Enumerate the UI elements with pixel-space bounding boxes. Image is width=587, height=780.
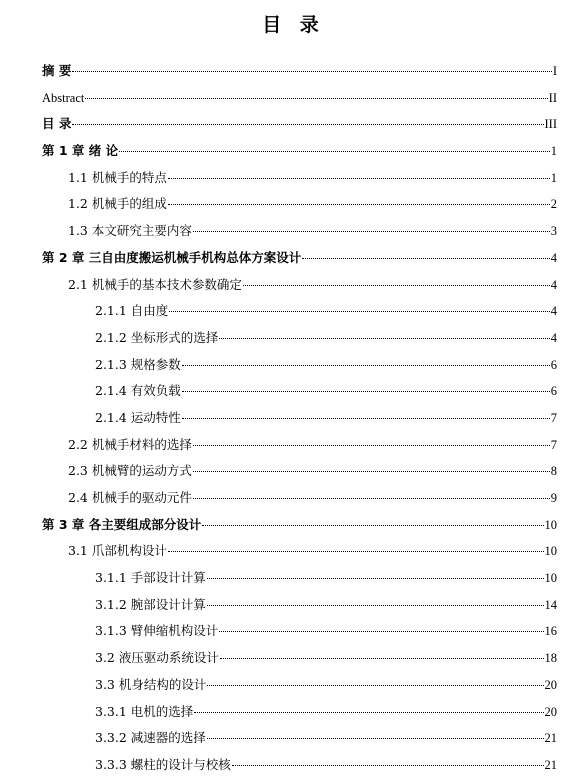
toc-entry-section-2-3[interactable] [42,459,557,486]
toc-entry-page: 2 [550,197,557,212]
toc-entry-section-3-3-1[interactable] [42,700,557,727]
toc-entry-section-2-4[interactable] [42,486,557,513]
toc-entry-section-3-3-3[interactable] [42,753,557,780]
toc-entry-section-1-3[interactable] [42,219,557,246]
toc-entry-page: 10 [544,517,557,532]
toc-entry-section-3-1-2[interactable] [42,593,557,620]
toc-entry-label: 2.2 机械手材料的选择 [68,436,192,452]
toc-entry-section-1-2[interactable] [42,192,557,219]
toc-dot-leader [232,765,544,766]
toc-entry-contents[interactable] [42,112,557,139]
toc-entry-page: 20 [544,677,557,692]
toc-entry-abstract-en[interactable] [42,86,557,113]
toc-entry-label: 3.3.2 减速器的选择 [95,730,206,746]
toc-entry-section-3-3[interactable] [42,673,557,700]
toc-entry-page: 3 [550,224,557,239]
toc-dot-leader [182,391,550,392]
toc-dot-leader [202,525,543,526]
toc-entry-section-3-3-2[interactable] [42,726,557,753]
toc-dot-leader [219,631,543,632]
toc-entry-label: 第 1 章 绪 论 [42,143,119,159]
toc-dot-leader [72,124,543,125]
toc-entry-chapter-1[interactable] [42,139,557,166]
toc-entry-label: 2.1.4 有效负载 [95,383,181,399]
toc-entry-page: 21 [544,757,557,772]
toc-entry-section-3-1-1[interactable] [42,566,557,593]
toc-entry-label: 2.1.3 规格参数 [95,356,181,372]
toc-entry-page: 7 [550,410,557,425]
toc-dot-leader [168,551,544,552]
toc-entry-page: 10 [544,544,557,559]
toc-entry-page: I [552,64,557,78]
toc-dot-leader [119,151,550,152]
toc-entry-section-2-2[interactable] [42,433,557,460]
toc-entry-label: 2.1.1 自由度 [95,303,169,319]
toc-dot-leader [193,471,550,472]
toc-entry-section-3-1[interactable] [42,539,557,566]
toc-entry-label: 2.3 机械臂的运动方式 [68,463,192,479]
toc-dot-leader [168,204,550,205]
toc-list [42,59,557,780]
toc-dot-leader [219,338,549,339]
toc-dot-leader [72,71,551,72]
toc-entry-page: 7 [550,437,557,452]
toc-entry-page: 16 [544,624,557,639]
toc-entry-label: 3.3.3 螺柱的设计与校核 [95,756,231,772]
toc-entry-label: 2.1.2 坐标形式的选择 [95,329,219,345]
toc-entry-page: 4 [550,330,557,345]
toc-entry-label: 3.1.2 腕部设计计算 [95,596,206,612]
toc-entry-page: 10 [544,571,557,586]
toc-entry-section-2-1-4-motion[interactable] [42,406,557,433]
toc-entry-page: 4 [550,250,557,265]
toc-entry-label: 3.1.1 手部设计计算 [95,570,206,586]
toc-entry-label: 2.1 机械手的基本技术参数确定 [68,276,242,292]
toc-entry-label: 2.4 机械手的驱动元件 [68,490,192,505]
toc-entry-page: 6 [550,384,557,399]
toc-dot-leader [207,685,543,686]
toc-entry-section-2-1[interactable] [42,273,557,300]
toc-entry-label: 3.3 机身结构的设计 [95,676,207,692]
toc-entry-label: 3.3.1 电机的选择 [95,703,194,719]
toc-dot-leader [207,605,544,606]
toc-dot-leader [193,498,550,499]
toc-entry-chapter-3[interactable] [42,513,557,540]
toc-entry-page: 20 [544,704,557,719]
toc-entry-label: 第 2 章 三自由度搬运机械手机构总体方案设计 [42,249,302,265]
toc-dot-leader [194,712,543,713]
toc-dot-leader [85,98,547,99]
toc-entry-page: 18 [544,651,557,666]
toc-entry-page: 1 [550,144,557,159]
toc-dot-leader [207,578,544,579]
toc-entry-section-1-1[interactable] [42,166,557,193]
toc-entry-section-2-1-3[interactable] [42,353,557,380]
toc-dot-leader [182,418,550,419]
toc-entry-chapter-2[interactable] [42,246,557,273]
toc-dot-leader [193,231,550,232]
toc-entry-page: 4 [550,277,557,292]
toc-dot-leader [243,285,550,286]
toc-entry-label: 目 录 [42,116,72,132]
toc-entry-page: III [544,117,557,132]
toc-entry-section-3-2[interactable] [42,646,557,673]
page-title: 目 录 [262,14,325,36]
toc-dot-leader [169,311,549,312]
toc-entry-label: 3.1.3 臂伸缩机构设计 [95,623,219,639]
toc-entry-page: 14 [544,597,557,612]
toc-entry-abstract-cn[interactable] [42,59,557,86]
toc-dot-leader [207,738,544,739]
toc-dot-leader [220,658,544,659]
toc-entry-label: 摘 要 [42,63,72,78]
toc-dot-leader [182,365,550,366]
toc-entry-section-3-1-3[interactable] [42,619,557,646]
toc-entry-page: 4 [550,304,557,319]
toc-entry-page: II [548,90,557,105]
toc-entry-section-2-1-1[interactable] [42,299,557,326]
toc-entry-page: 21 [544,731,557,746]
toc-entry-label: 第 3 章 各主要组成部分设计 [42,516,202,532]
toc-dot-leader [193,445,550,446]
toc-entry-label: 1.3 本文研究主要内容 [68,223,192,239]
toc-dot-leader [168,178,550,179]
toc-entry-page: 6 [550,357,557,372]
toc-entry-page: 9 [550,491,557,505]
toc-entry-page: 1 [550,170,557,185]
toc-entry-label: 1.1 机械手的特点 [68,169,167,185]
toc-dot-leader [302,258,549,259]
toc-entry-label: 2.1.4 运动特性 [95,409,181,425]
toc-entry-section-2-1-2[interactable] [42,326,557,353]
toc-entry-page: 8 [550,464,557,479]
toc-entry-label: 3.1 爪部机构设计 [68,543,167,559]
toc-entry-label: 3.2 液压驱动系统设计 [95,650,219,666]
toc-entry-section-2-1-4-load[interactable] [42,379,557,406]
toc-entry-label: 1.2 机械手的组成 [68,196,167,212]
toc-entry-label: Abstract [42,90,85,105]
